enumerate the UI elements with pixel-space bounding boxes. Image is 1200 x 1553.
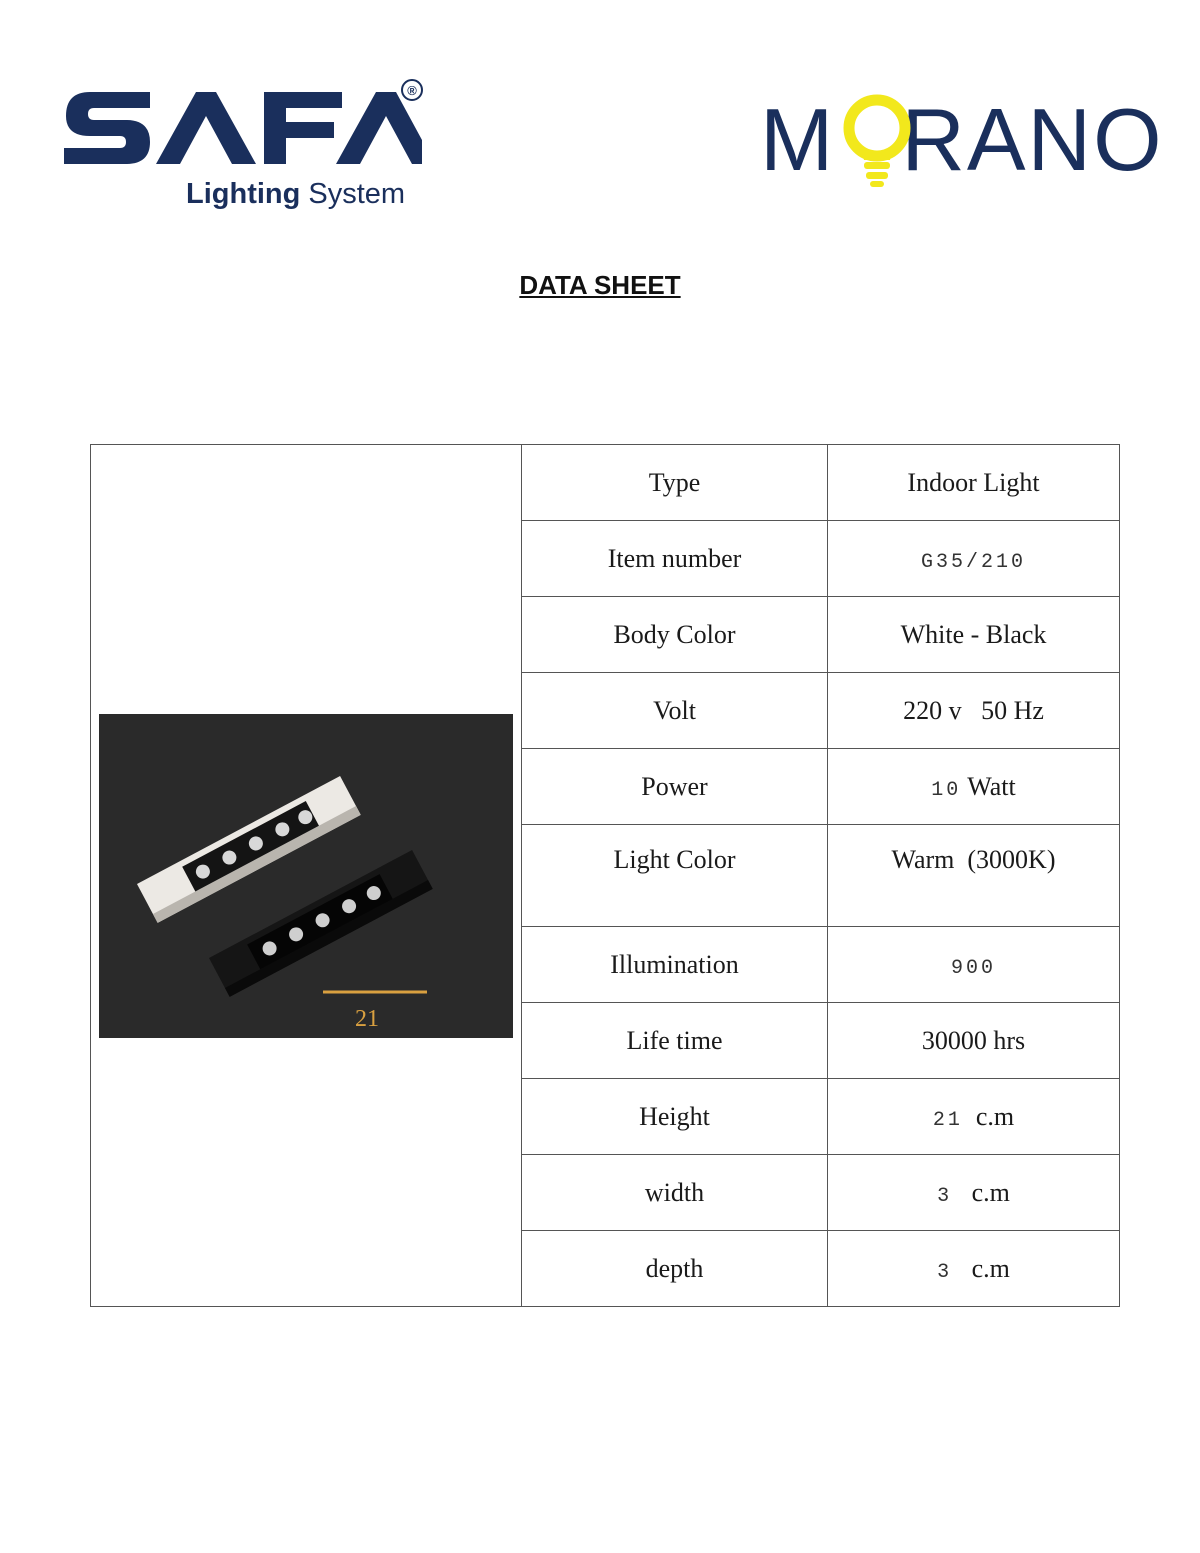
product-photo [99, 714, 513, 1038]
spec-row [91, 445, 1120, 521]
spec-table [90, 444, 1120, 1307]
spec-label: Illumination [522, 927, 828, 1003]
morano-logo [760, 88, 1170, 198]
spec-label: Type [522, 445, 828, 521]
safa-logo [60, 78, 430, 218]
product-image-cell [91, 445, 522, 1307]
spec-value-number: 10 [931, 778, 962, 802]
spec-value [828, 1079, 1120, 1155]
svg-text:®: ® [407, 83, 417, 98]
safa-tagline-bold: Lighting [186, 178, 301, 210]
spec-label: Item number [522, 521, 828, 597]
spec-value [828, 521, 1120, 597]
dimension-label: 21 [355, 1005, 379, 1032]
item-number: G35/210 [920, 550, 1026, 574]
spec-label: Life time [522, 1003, 828, 1079]
spec-value-unit: Watt [961, 771, 1016, 801]
spec-value-number: 21 [932, 1108, 963, 1132]
spec-value: 220 v 50 Hz [828, 673, 1120, 749]
spec-label: Body Color [522, 597, 828, 673]
spec-value-unit: c.m [952, 1177, 1010, 1207]
spec-label: Height [522, 1079, 828, 1155]
spec-value: Warm (3000K) [828, 825, 1120, 927]
spec-value-unit: c.m [962, 1101, 1015, 1131]
safa-tagline-rest: System [300, 178, 406, 210]
spec-label: Volt [522, 673, 828, 749]
spec-label: Power [522, 749, 828, 825]
spec-value-unit: c.m [952, 1253, 1010, 1283]
spec-value: White - Black [828, 597, 1120, 673]
spec-label: Light Color [522, 825, 828, 927]
spec-label: width [522, 1155, 828, 1231]
spec-value-number: 3 [937, 1260, 953, 1284]
spec-value [828, 749, 1120, 825]
lightbulb-icon [842, 94, 912, 190]
registered-mark-icon [400, 78, 424, 102]
morano-wordmark: M RANO [760, 90, 1164, 189]
page-title: DATA SHEET [519, 270, 681, 300]
spec-value-number: 3 [937, 1184, 953, 1208]
safa-tagline [126, 178, 486, 211]
spec-value: 30000 hrs [828, 1003, 1120, 1079]
spec-value [828, 1155, 1120, 1231]
safa-wordmark [60, 78, 430, 178]
spec-label: depth [522, 1231, 828, 1307]
spec-value [828, 927, 1120, 1003]
spec-value: Indoor Light [828, 445, 1120, 521]
spec-value [828, 1231, 1120, 1307]
illumination-value: 900 [950, 956, 996, 980]
